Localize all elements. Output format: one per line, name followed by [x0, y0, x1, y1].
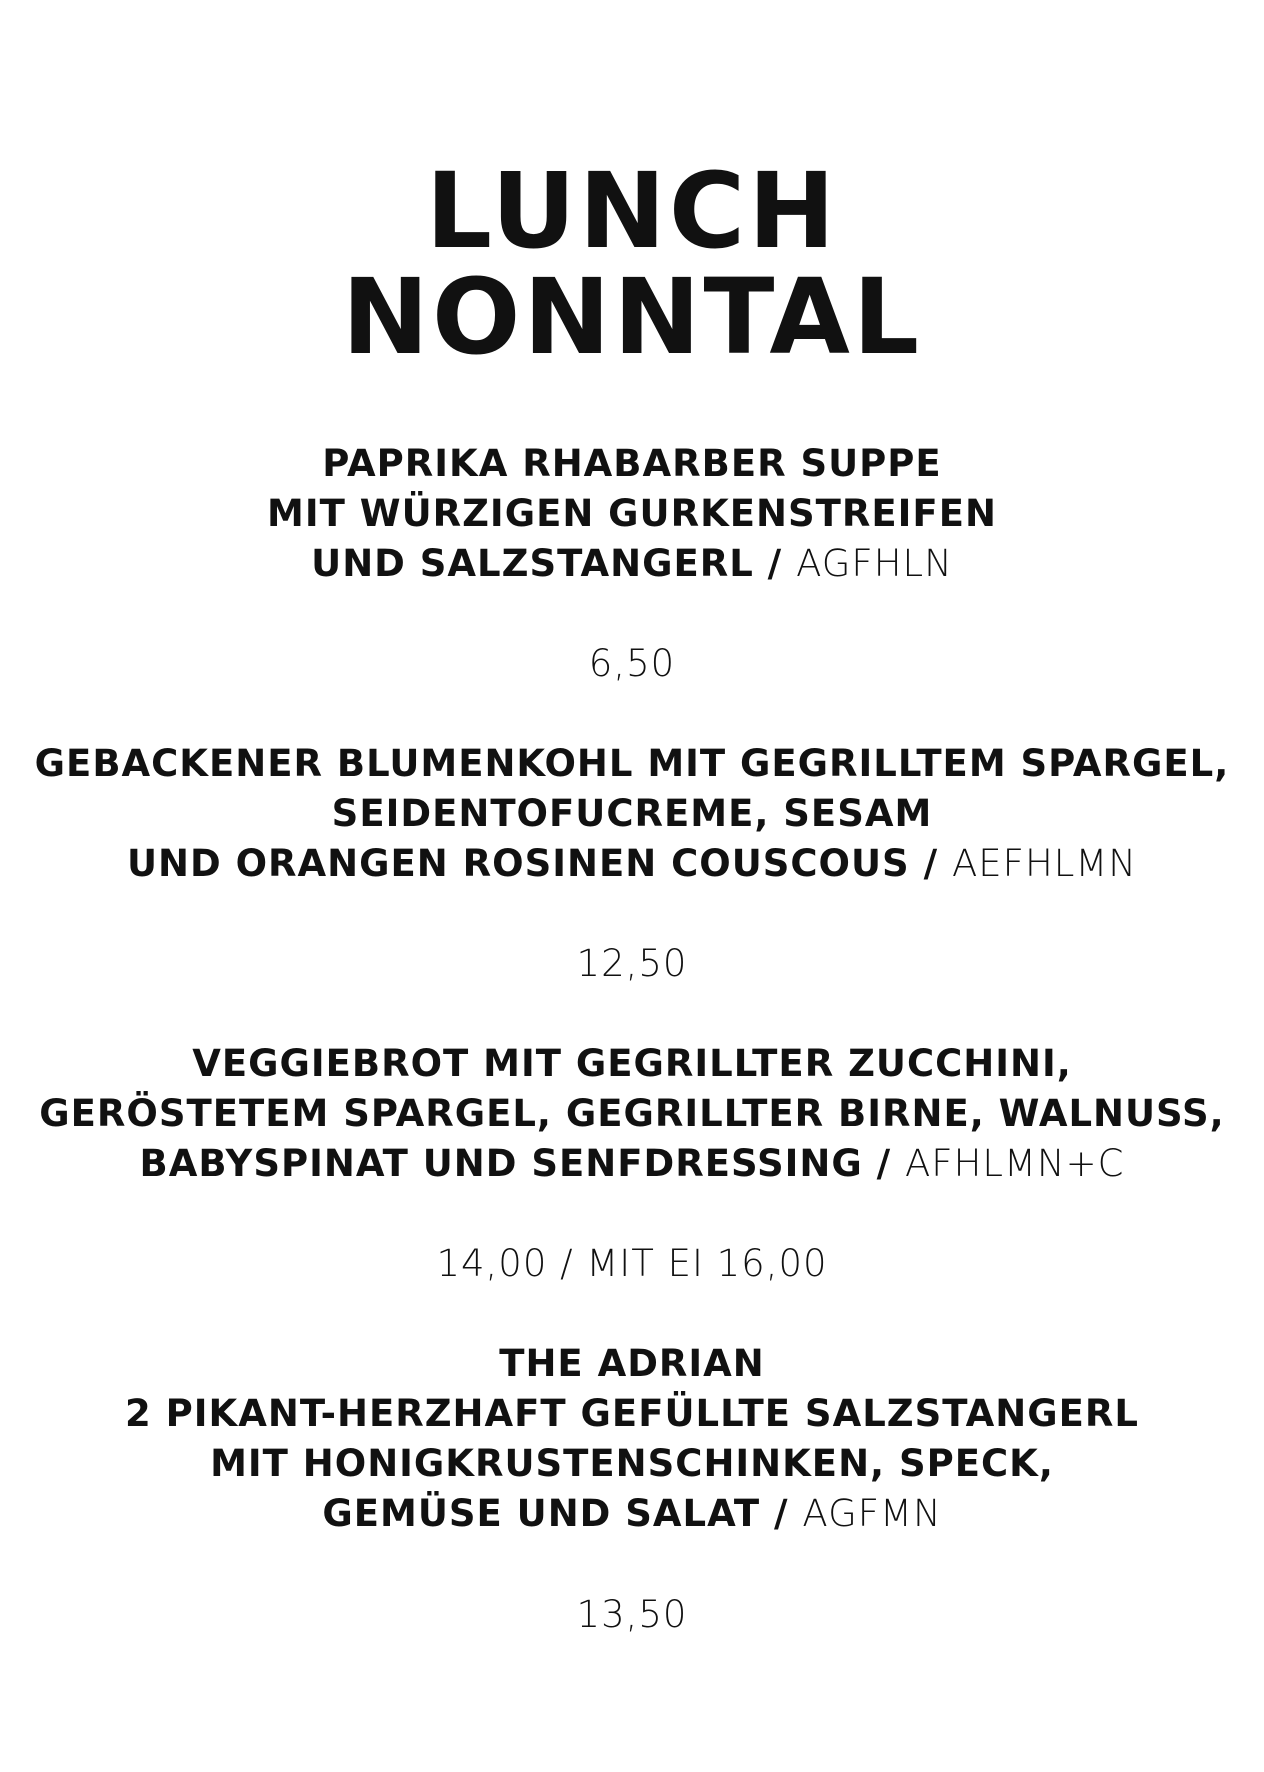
dish-description [0, 739, 1264, 889]
dish-line: VEGGIEBROT MIT GEGRILLTER ZUCCHINI, [192, 1042, 1072, 1085]
dish-price: 6,50 [588, 642, 676, 685]
dish-description [0, 439, 1264, 589]
dish-price: 13,50 [576, 1593, 688, 1636]
menu-item-the-adrian [0, 1339, 1264, 1539]
menu-item-veggiebrot [0, 1039, 1264, 1189]
dish-line-last [0, 839, 1264, 889]
dish-line: 2 PIKANT-HERZHAFT GEFÜLLTE SALZSTANGERL [125, 1392, 1139, 1435]
dish-line-text: BABYSPINAT UND SENFDRESSING / [139, 1142, 905, 1185]
dish-line: MIT WÜRZIGEN GURKENSTREIFEN [267, 492, 997, 535]
dish-line: GERÖSTETEM SPARGEL, GEGRILLTER BIRNE, WALNUSS, [39, 1092, 1225, 1135]
dish-line: PAPRIKA RHABARBER SUPPE [322, 442, 942, 485]
dish-line: THE ADRIAN [499, 1342, 765, 1385]
dish-line-text: GEMÜSE UND SALAT / [322, 1492, 803, 1535]
dish-line-last [0, 1489, 1264, 1539]
dish-line-last [0, 539, 1264, 589]
menu-item-soup [0, 439, 1264, 589]
dish-description [0, 1339, 1264, 1539]
dish-description [0, 1039, 1264, 1189]
dish-line-text: UND ORANGEN ROSINEN COUSCOUS / [127, 842, 952, 885]
page-title [0, 150, 1264, 378]
allergen-codes: AGFMN [802, 1492, 942, 1535]
dish-line: GEBACKENER BLUMENKOHL MIT GEGRILLTEM SPARGEL, [34, 742, 1230, 785]
allergen-codes: AGFHLN [796, 542, 953, 585]
dish-line: MIT HONIGKRUSTENSCHINKEN, SPECK, [210, 1442, 1054, 1485]
title-line-1: LUNCH [425, 150, 839, 272]
menu-item-blumenkohl [0, 739, 1264, 889]
dish-price: 14,00 / MIT EI 16,00 [436, 1242, 828, 1285]
allergen-codes: AEFHLMN [951, 842, 1137, 885]
dish-line-text: UND SALZSTANGERL / [311, 542, 797, 585]
dish-price: 12,50 [576, 942, 688, 985]
dish-line-last [0, 1139, 1264, 1189]
dish-line: SEIDENTOFUCREME, SESAM [331, 792, 933, 835]
title-line-2: NONNTAL [341, 256, 923, 378]
allergen-codes: AFHLMN+C [904, 1142, 1125, 1185]
